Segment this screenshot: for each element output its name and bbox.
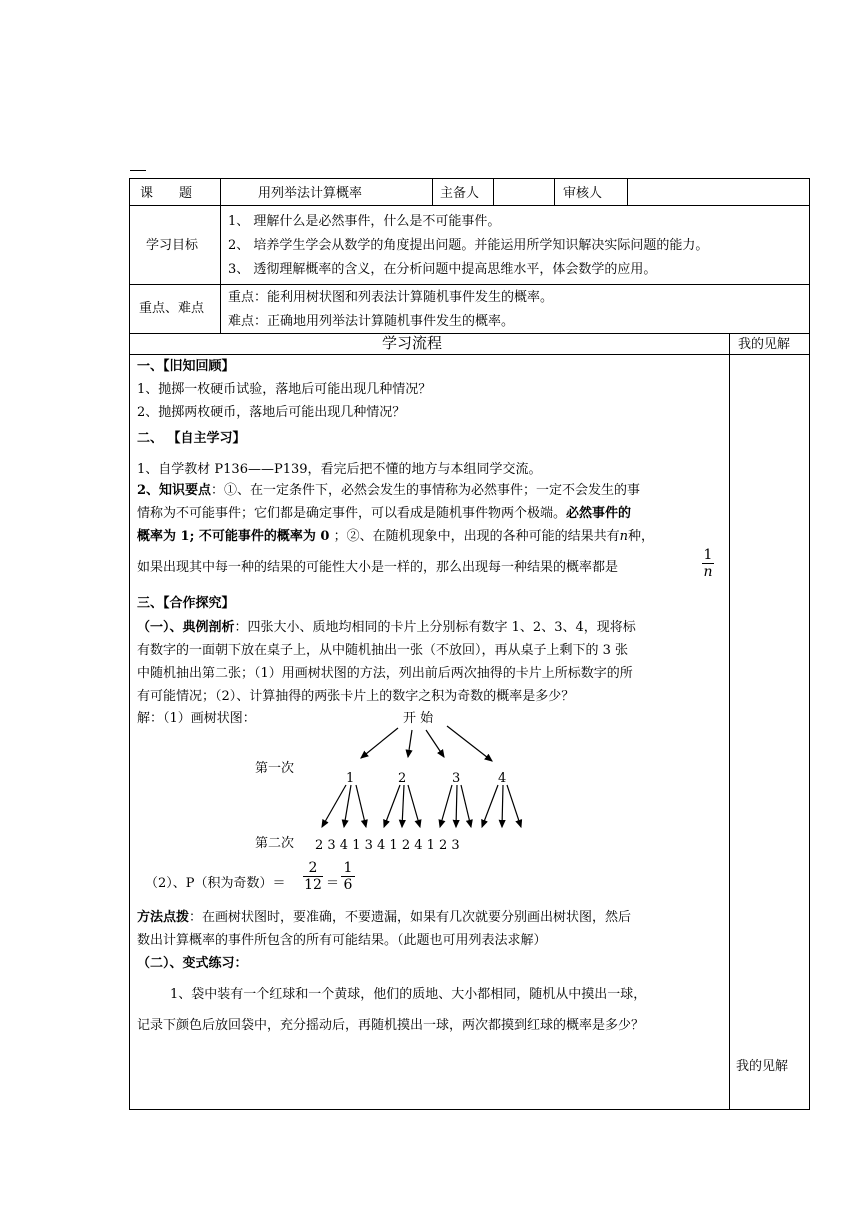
fraction-3-numerator: 1 [343,860,353,876]
tree-second-row: 2 3 4 1 3 4 1 2 4 1 2 3 [315,838,460,853]
knowledge-text-2: 情称为不可能事件；它们都是确定事件，可以看成是随机事件物两个极端。 [137,506,567,521]
variation-title: （二）、变式练习： [137,956,248,971]
fraction-denominator: n [703,564,713,580]
review-question-2: 2、抛掷两枚硬币，落地后可能出现几种情况？ [137,405,406,420]
solution-label: 解：（1）画树状图： [137,711,256,726]
goal-item-2: 2、 培养学生学会从数学的角度提出问题。并能运用所学知识解决实际问题的能力。 [228,238,709,253]
tree-node-3: 3 [452,771,461,786]
knowledge-line-4: 如果出现其中每一种的结果的可能性大小是一样的，那么出现每一种结果的概率都是 [137,560,619,575]
reviewer-label: 审核人 [563,186,603,201]
method-tip-text-1: ：在画树状图时，要准确，不要遗漏，如果有几次就要分别画出树状图，然后 [189,910,632,925]
tree-node-4: 4 [498,771,507,786]
goal-item-1: 1、 理解什么是必然事件，什么是不可能事件。 [228,214,501,229]
fraction-2-over-12 [303,861,323,892]
knowledge-bold-3: 概率为 1; 不可能事件的概率为 0 [137,529,330,544]
knowledge-text-3: ；②、在随机现象中，出现的各种可能的结果共有 [329,529,620,544]
knowledge-bold-2: 必然事件的 [566,506,632,521]
fraction-3-denominator: 6 [343,877,353,893]
flow-title: 学习流程 [382,334,443,352]
section-3-title: 三、【合作探究】 [137,596,235,611]
example-line-4: 有可能情况；（2）、计算抽得的两张卡片上的数字之积为奇数的概率是多少？ [137,689,575,704]
exercise-line-2: 记录下颜色后放回袋中，充分摇动后，再随机摸出一球，两次都摸到红球的概率是多少？ [137,1018,645,1033]
method-tip-line-1 [137,910,631,926]
review-question-1: 1、抛掷一枚硬币试验，落地后可能出现几种情况？ [137,382,432,397]
variable-n: n [619,529,628,544]
example-line-3: 中随机抽出第二张；（1）用画树状图的方法，列出前后两次抽得的卡片上所标数字的所 [137,666,633,681]
keypoints-label: 重点、难点 [139,301,205,316]
section-1-title: 一、【旧知回顾】 [137,359,235,374]
knowledge-text-1: ：①、在一定条件下，必然会发生的事情称为必然事件；一定不会发生的事 [211,483,641,498]
tree-node-2: 2 [398,771,407,786]
fraction-numerator: 1 [703,547,713,563]
fraction-2-numerator: 2 [308,860,318,876]
probability-label: （2）、P（积为奇数）＝ [145,876,286,891]
topic-value: 用列举法计算概率 [258,186,363,201]
fraction-2-denominator: 12 [304,877,322,893]
topic-label: 课 题 [140,186,193,201]
tree-node-1: 1 [346,771,355,786]
section-2-title: 二、 【自主学习】 [137,431,246,446]
equals-sign: ＝ [326,876,340,891]
tree-first-label: 第一次 [255,761,295,776]
goal-item-3: 3、 透彻理解概率的含义，在分析问题中提高思维水平，体会数学的应用。 [228,262,657,277]
keypoint-1: 重点：能利用树状图和列表法计算随机事件发生的概率。 [228,290,554,305]
knowledge-text-3-end: 种， [627,529,654,544]
tree-second-label: 第二次 [255,836,295,851]
goals-label: 学习目标 [146,238,199,253]
keypoint-2: 难点：正确地用列举法计算随机事件发生的概率。 [228,314,515,329]
example-label: （一）、典例剖析 [137,620,235,635]
knowledge-label: 2、知识要点 [137,483,212,498]
method-tip-line-2: 数出计算概率的事件所包含的所有可能结果。（此题也可用列表法求解） [137,933,547,948]
self-study-1: 1、自学教材 P136——P139，看完后把不懂的地方与本组同学交流。 [137,462,542,477]
side-bottom: 我的见解 [736,1059,789,1074]
example-text-1: ：四张大小、质地均相同的卡片上分别标有数字 1、2、3、4，现将标 [234,620,636,635]
side-title: 我的见解 [738,337,791,352]
method-tip-label: 方法点拨 [137,910,190,925]
fraction-1-over-6 [341,861,355,892]
exercise-line-1: 1、袋中装有一个红球和一个黄球，他们的质地、大小都相同，随机从中摸出一球， [170,987,647,1002]
tree-start-label: 开 始 [403,711,434,726]
example-line-2: 有数字的一面朝下放在桌子上，从中随机抽出一张（不放回），再从桌子上剩下的 3 张 [137,643,629,658]
preparer-label: 主备人 [440,186,480,201]
